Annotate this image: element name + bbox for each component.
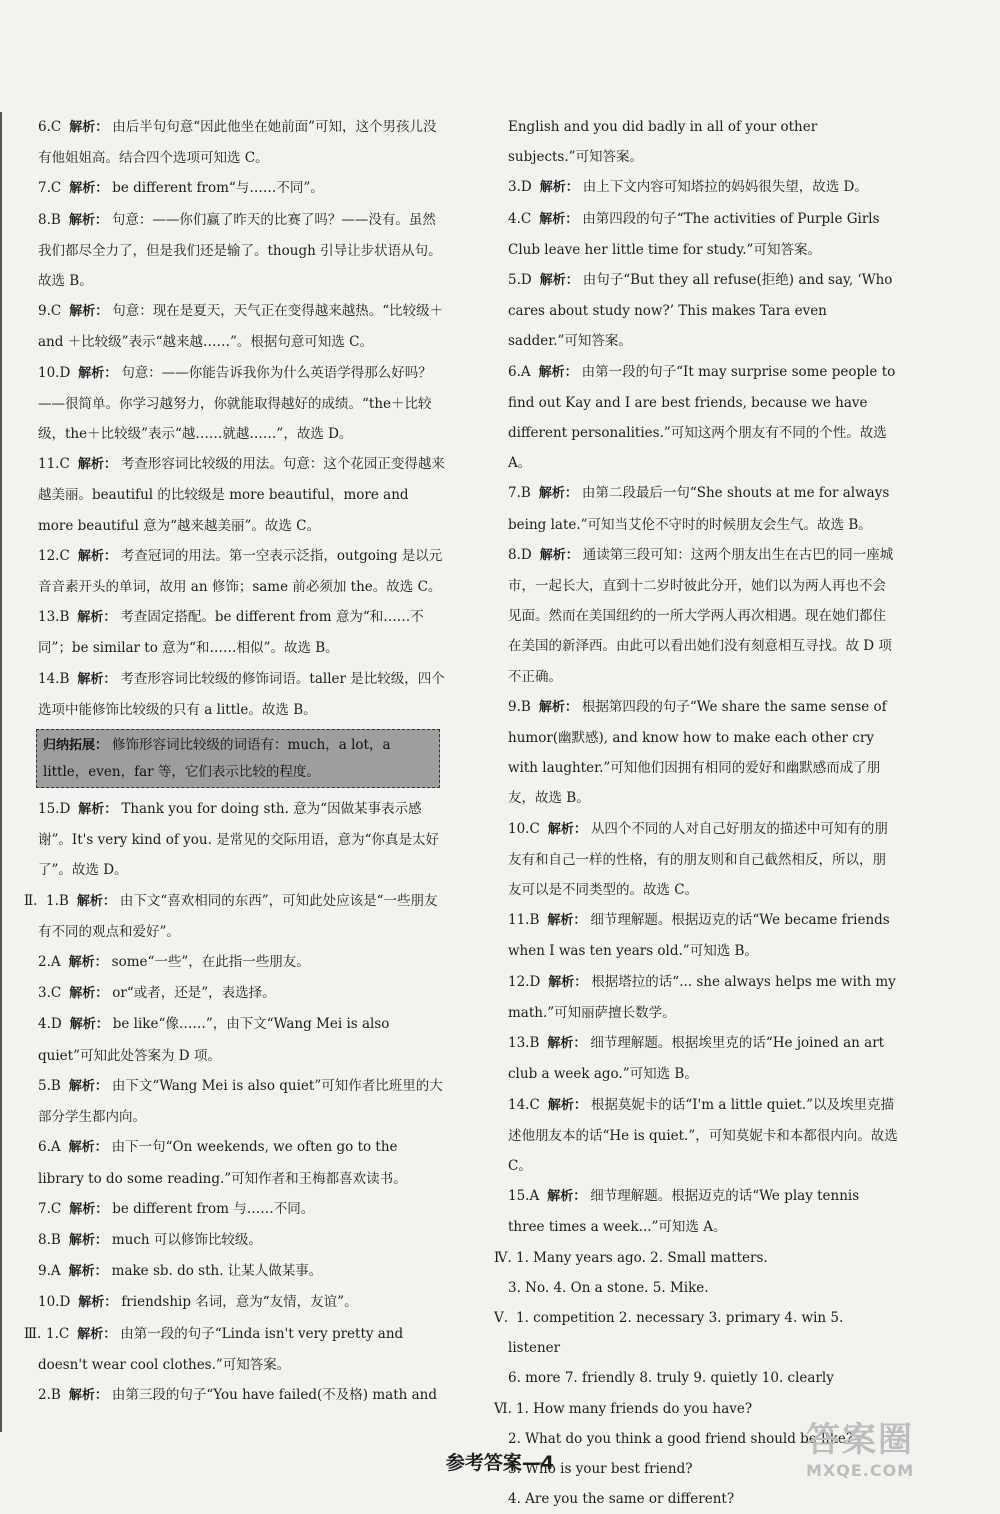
- answer-number: 13.B: [38, 609, 70, 626]
- analysis-label: 解析：: [68, 955, 108, 971]
- answer-number: 8.D: [508, 546, 532, 563]
- answer-explanation: make sb. do sth. 让某人做某事。: [111, 1263, 323, 1280]
- short-answer-text: 6. more 7. friendly 8. truly 9. quietly 10. clearly: [508, 1370, 834, 1387]
- summary-tip-box: [36, 729, 440, 788]
- answer-entry: [8, 1009, 446, 1070]
- answer-explanation: 细节理解题。根据迈克的话“We play tennis three times a week...”可知选 A。: [508, 1188, 860, 1236]
- answer-entry: [478, 204, 898, 265]
- answer-number: 14.B: [38, 670, 70, 687]
- analysis-label: 解析：: [77, 671, 117, 687]
- analysis-label: 解析：: [77, 548, 117, 564]
- section-roman: Ⅴ.: [494, 1309, 509, 1326]
- answer-number: 2.B: [38, 1386, 61, 1403]
- left-column: [8, 112, 446, 1411]
- watermark-logo: [806, 1412, 992, 1486]
- answer-explanation: 由下文“喜欢相同的东西”，可知此处应该是“一些朋友有不同的观点和爱好”。: [38, 892, 438, 940]
- answer-entry: [478, 692, 898, 814]
- answer-number: 8.B: [38, 211, 61, 228]
- answer-entry: [478, 172, 898, 203]
- answer-explanation: 从四个不同的人对自己好朋友的描述中可知有的朋友有和自己一样的性格，有的朋友则和自己截然相反，所以，朋友可以是不同类型的。故选 C。: [508, 820, 888, 899]
- answer-explanation: 由第三段的句子“You have failed(不及格) math and: [111, 1386, 438, 1403]
- answer-number: 7.C: [38, 180, 62, 197]
- continued-text: English and you did badly in all of your other subjects.”可知答案。: [508, 119, 818, 166]
- analysis-label: 解析：: [69, 1017, 109, 1033]
- section-roman: Ⅵ.: [494, 1400, 512, 1417]
- answer-explanation: 由第一段的句子“Linda isn't very pretty and doesn't wear cool clothes.”可知答案。: [38, 1325, 404, 1373]
- answer-entry: [478, 1028, 898, 1089]
- answer-number: 11.C: [38, 456, 70, 473]
- answer-number: 6.C: [38, 119, 62, 135]
- short-answer-line: [478, 1243, 898, 1273]
- answer-entry: [478, 1090, 898, 1182]
- left-margin-rule: [0, 112, 2, 1432]
- answer-number: 10.D: [38, 364, 71, 381]
- analysis-label: 解析：: [77, 457, 117, 473]
- answer-explanation: 考查形容词比较级的用法。句意：这个花园正变得越来越美丽。beautiful 的比较级是 more beautiful，more and more beautiful 意为“越来越美丽”。故选 C。: [38, 456, 445, 534]
- answer-explanation: 根据第四段的句子“We share the same sense of humor(幽默感), and know how to make each other cry with laughter.”可知他们因拥有相同的爱好和幽默感而成了朋友，故选 B。: [508, 698, 887, 807]
- answer-number: 12.C: [38, 547, 70, 564]
- answer-number: 11.B: [508, 912, 540, 929]
- answer-explanation: 由下一句“On weekends, we often go to the library to do some reading.”可知作者和王梅都喜欢读书。: [38, 1139, 407, 1187]
- answer-entry: [8, 358, 446, 450]
- watermark-url: MXQE.COM: [806, 1461, 915, 1480]
- analysis-label: 解析：: [547, 1189, 587, 1205]
- answer-entry: [8, 602, 446, 663]
- section-roman: Ⅱ.: [24, 892, 38, 909]
- answer-explanation: 句意：现在是夏天，天气正在变得越来越热。“比较级＋and ＋比较级”表示“越来越……”。根据句意可知选 C。: [38, 303, 444, 351]
- answer-entry: [478, 1181, 898, 1242]
- answer-entry: [8, 173, 446, 204]
- short-answer-text: 1. competition 2. necessary 3. primary 4. win 5. listener: [508, 1309, 844, 1357]
- analysis-label: 解析：: [68, 1387, 108, 1403]
- short-answer-text: 1. How many friends do you have?: [516, 1400, 753, 1417]
- right-column: [478, 112, 898, 1514]
- answer-explanation: 由后半句句意“因此他坐在她前面”可知，这个男孩儿没有他姐姐高。结合四个选项可知选 C。: [38, 119, 437, 167]
- answer-explanation: 考查冠词的用法。第一空表示泛指，outgoing 是以元音音素开头的单词，故用 an 修饰；same 前必须加 the。故选 C。: [38, 547, 443, 596]
- answer-entry: [8, 947, 446, 978]
- analysis-label: 解析：: [539, 211, 579, 227]
- answer-explanation: 根据莫妮卡的话“I'm a little quiet.”以及埃里克描述他朋友本的话“He is quiet.”，可知莫妮卡和本都很内向。故选 C。: [508, 1096, 898, 1174]
- analysis-label: 解析：: [69, 986, 109, 1002]
- answer-explanation: 由第二段最后一句“She shouts at me for always being late.”可知当艾伦不守时的时候朋友会生气。故选 B。: [508, 485, 890, 533]
- answer-explanation: 由第四段的句子“The activities of Purple Girls Club leave her little time for study.”可知答案。: [508, 210, 880, 258]
- answer-entry: [478, 905, 898, 966]
- analysis-label: 解析：: [538, 364, 578, 380]
- answer-entry: [8, 205, 446, 297]
- answer-number: 15.D: [38, 801, 71, 818]
- answer-number: 15.A: [508, 1188, 540, 1205]
- analysis-label: 解析：: [69, 304, 109, 320]
- answer-explanation: Thank you for doing sth. 意为“因做某事表示感谢”。It's very kind of you. 是常见的交际用语，意为“你真是太好了”。故选 D。: [38, 801, 440, 879]
- analysis-label: 解析：: [68, 1078, 108, 1094]
- analysis-label: 解析：: [76, 893, 116, 909]
- watermark-title: 答案圈: [806, 1420, 914, 1460]
- analysis-label: 解析：: [539, 547, 579, 563]
- answer-number: 5.D: [508, 272, 532, 289]
- short-answer-text: 3. Who is your best friend?: [508, 1460, 693, 1477]
- answer-number: 1.C: [46, 1325, 70, 1342]
- analysis-label: 解析：: [78, 1295, 118, 1311]
- answer-number: 10.C: [508, 820, 540, 837]
- answer-number: 1.B: [46, 892, 69, 909]
- answer-number: 14.C: [508, 1096, 540, 1113]
- answer-entry: [8, 541, 446, 602]
- short-answer-text: 4. Are you the same or different?: [508, 1491, 735, 1508]
- analysis-label: 解析：: [539, 273, 579, 289]
- answer-entry: [8, 1132, 446, 1193]
- analysis-label: 解析：: [547, 1036, 587, 1052]
- answer-explanation: 考查形容词比较级的修饰词语。taller 是比较级，四个选项中能修饰比较级的只有 a little。故选 B。: [38, 670, 445, 718]
- answer-entry: [8, 1225, 446, 1256]
- answer-number: 9.C: [38, 303, 62, 320]
- answer-explanation: 细节理解题。根据埃里克的话“He joined an art club a week ago.”可知选 B。: [508, 1035, 885, 1083]
- analysis-label: 解析：: [547, 913, 587, 929]
- analysis-label: 解析：: [538, 486, 578, 502]
- analysis-label: 解析：: [68, 212, 108, 228]
- answer-explanation: be different from“与……不同”。: [112, 180, 324, 197]
- short-answer-line: [478, 1273, 898, 1303]
- analysis-label: 解析：: [78, 802, 118, 818]
- tip-text: 修饰形容词比较级的词语有：much，a lot，a little，even，far 等，它们表示比较的程度。: [43, 737, 391, 781]
- answer-explanation: 由第一段的句子“It may surprise some people to find out Kay and I are best friends, because we have different personalities.”可知这两个朋友有不同的个性。故选 A。: [508, 363, 896, 472]
- answer-entry: [478, 540, 898, 692]
- answer-explanation: be different from 与……不同。: [112, 1200, 315, 1217]
- tip-label: 归纳拓展：: [43, 738, 109, 754]
- answer-explanation: 由上下文内容可知塔拉的妈妈很失望，故选 D。: [582, 179, 868, 196]
- answer-entry: [478, 265, 898, 357]
- answer-entry: [8, 1380, 446, 1411]
- answer-entry: [8, 886, 446, 947]
- analysis-label: 解析：: [78, 365, 118, 381]
- analysis-label: 解析：: [69, 181, 109, 197]
- answer-number: 9.A: [38, 1263, 61, 1280]
- section-roman: Ⅳ.: [494, 1249, 512, 1266]
- answer-entry: [8, 664, 446, 725]
- short-answer-text: 1. Many years ago. 2. Small matters.: [516, 1249, 768, 1266]
- answer-number: 2.A: [38, 954, 61, 971]
- answer-number: 7.B: [508, 485, 531, 502]
- answer-explanation: 句意：——你们赢了昨天的比赛了吗？——没有。虽然我们都尽全力了，但是我们还是输了。though 引导让步状语从句。故选 B。: [38, 211, 442, 290]
- answer-entry: [8, 978, 446, 1009]
- answer-explanation: some“一些”，在此指一些朋友。: [111, 954, 310, 971]
- answer-number: 3.D: [508, 179, 532, 196]
- analysis-label: 解析：: [68, 1232, 108, 1248]
- answer-entry: [8, 1071, 446, 1132]
- answer-number: 7.C: [38, 1200, 62, 1217]
- section-roman: Ⅲ.: [24, 1325, 42, 1342]
- answer-entry: [8, 1319, 446, 1380]
- answer-number: 6.A: [38, 1139, 61, 1156]
- analysis-label: 解析：: [77, 1326, 117, 1342]
- answer-entry: [8, 1287, 446, 1318]
- analysis-label: 解析：: [539, 180, 579, 196]
- answer-entry: [8, 449, 446, 541]
- answer-entry: [8, 112, 446, 173]
- answer-entry: [478, 967, 898, 1028]
- answer-explanation: be like“像……”，由下文“Wang Mei is also quiet”可知此处答案为 D 项。: [38, 1016, 390, 1064]
- answer-number: 4.C: [508, 210, 532, 227]
- analysis-label: 解析：: [68, 1140, 108, 1156]
- answer-number: 10.D: [38, 1294, 71, 1311]
- answer-number: 13.B: [508, 1035, 540, 1052]
- short-answer-text: 2. What do you think a good friend should be like?: [508, 1430, 854, 1447]
- answer-number: 12.D: [508, 973, 541, 990]
- answer-number: 8.B: [38, 1231, 61, 1248]
- answer-entry: [8, 794, 446, 886]
- answer-explanation: 通读第三段可知：这两个朋友出生在古巴的同一座城市，一起长大，直到十二岁时彼此分开，她们以为两人再也不会见面。然而在美国纽约的一所大学两人再次相遇。现在她们都住在美国的新泽西。由此可以看出她们没有刻意相互寻找。故 D 项不正确。: [508, 546, 894, 685]
- answer-explanation: 细节理解题。根据迈克的话“We became friends when I was ten years old.”可知选 B。: [508, 912, 890, 960]
- answer-explanation: 由下文“Wang Mei is also quiet”可知作者比班里的大部分学生都内向。: [38, 1077, 443, 1126]
- answer-number: 3.C: [38, 985, 62, 1002]
- short-answer-text: 3. No. 4. On a stone. 5. Mike.: [508, 1279, 709, 1296]
- answer-explanation: friendship 名词，意为“友情，友谊”。: [121, 1294, 358, 1311]
- answer-explanation: 考查固定搭配。be different from 意为“和……不同”；be similar to 意为“和……相似”。故选 B。: [38, 609, 424, 657]
- answer-explanation: 由句子“But they all refuse(拒绝) and say, ‘Who cares about study now?’ This makes Tara even sadder.”可知答案。: [508, 272, 893, 350]
- analysis-label: 解析：: [68, 1264, 108, 1280]
- analysis-label: 解析：: [538, 699, 578, 715]
- answer-explanation: 根据塔拉的话“... she always helps me with my math.”可知丽萨擅长数学。: [508, 973, 896, 1021]
- answer-entry: [478, 814, 898, 906]
- answer-explanation: much 可以修饰比较级。: [111, 1231, 262, 1248]
- answer-explanation: 句意：——你能告诉我你为什么英语学得那么好吗？——很简单。你学习越努力，你就能取得越好的成绩。“the＋比较级，the＋比较级”表示“越……就越……”，故选 D。: [38, 364, 432, 443]
- analysis-label: 解析：: [69, 120, 109, 135]
- short-answer-line: [478, 1484, 898, 1514]
- answer-number: 4.D: [38, 1016, 62, 1033]
- answer-number: 9.B: [508, 698, 531, 715]
- answer-number: 6.A: [508, 363, 531, 380]
- page-footer: 参考答案—4: [445, 1452, 555, 1474]
- analysis-label: 解析：: [547, 1097, 587, 1113]
- analysis-label: 解析：: [77, 610, 117, 626]
- answer-entry: [8, 1256, 446, 1287]
- answer-entry: [8, 1194, 446, 1225]
- analysis-label: 解析：: [548, 974, 588, 990]
- short-answer-line: [478, 1363, 898, 1393]
- answer-entry: [8, 296, 446, 357]
- analysis-label: 解析：: [547, 821, 587, 837]
- answer-explanation: or“或者，还是”，表选择。: [112, 985, 276, 1002]
- answer-entry: [478, 478, 898, 539]
- answer-entry: [478, 357, 898, 479]
- short-answer-line: [478, 1303, 898, 1363]
- answer-number: 5.B: [38, 1077, 61, 1094]
- analysis-label: 解析：: [69, 1201, 109, 1217]
